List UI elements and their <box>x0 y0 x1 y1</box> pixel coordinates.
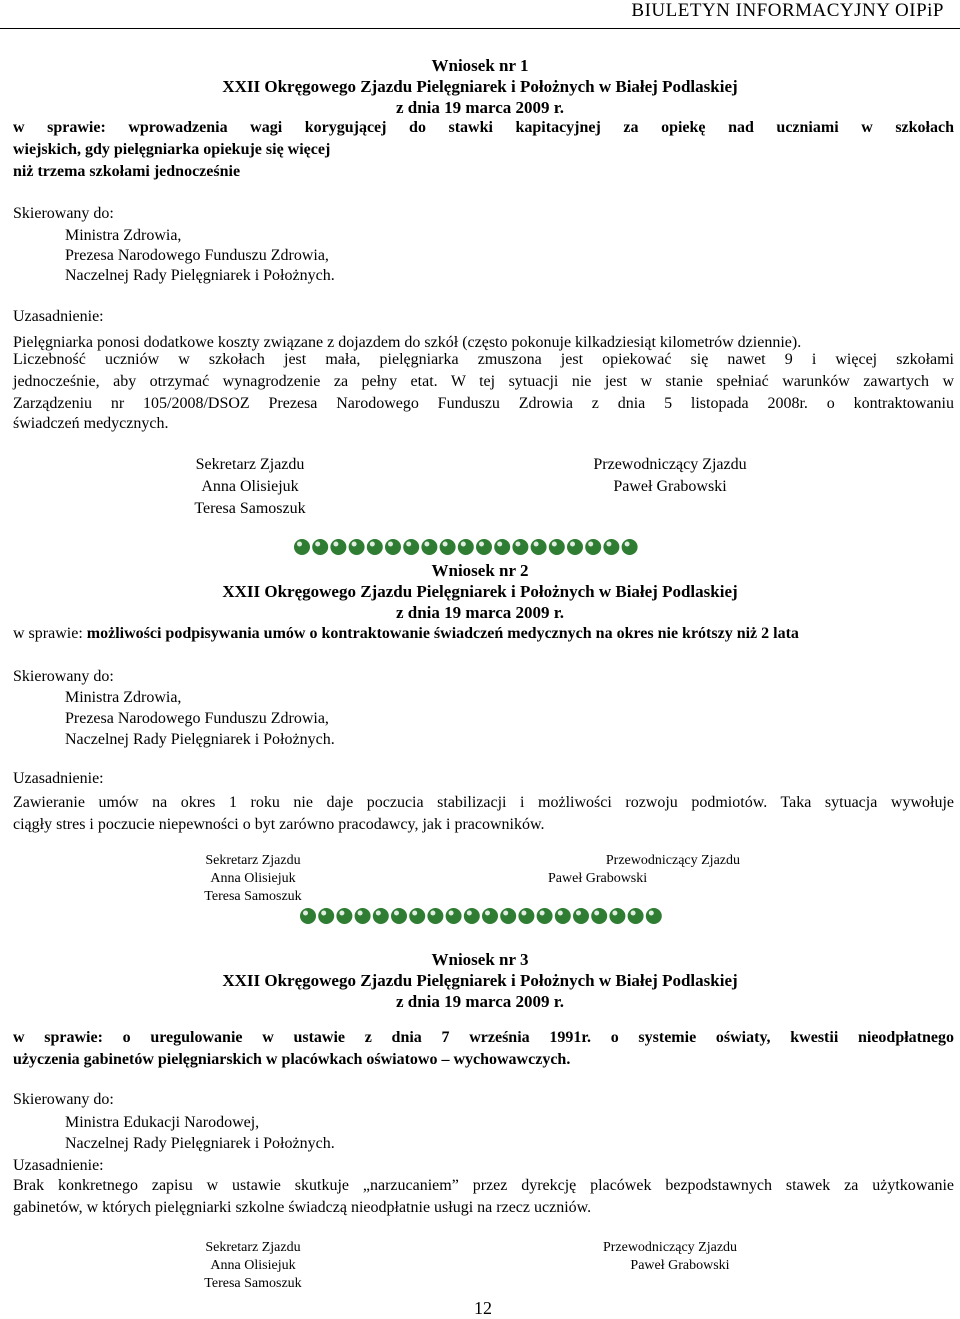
motion-2-justification-line: ciągły stres i poczucie niepewności o byt zarówno pracodawcy, jak i pracowników. <box>13 816 545 833</box>
motion-3-justification-line: Brak konkretnego zapisu w ustawie skutkuje „narzucaniem” przez dyrekcję placówek bezpodstawnych stawek za użytkowanie <box>13 1177 954 1194</box>
divider-bead-highlight <box>625 542 630 547</box>
motion-2-justification-line: Zawieranie umów na okres 1 roku nie daje poczucia stabilizacji i możliwości rozwoju podmiotów. Taka sytuacja wywołuje <box>13 794 954 811</box>
motion-3-chair-block <box>580 1239 760 1275</box>
divider-bead-highlight <box>424 542 429 547</box>
motion-1-justification-line: Liczebność uczniów w szkołach jest mała, pielęgniarka zmuszona jest opiekować się nawet 9 i więcej szkołami <box>13 351 954 368</box>
divider-bead-highlight <box>485 911 490 916</box>
divider-bead <box>518 908 534 924</box>
divider-bead <box>300 908 316 924</box>
header-rule <box>0 28 960 29</box>
secretary-name: Anna Olisiejuk <box>210 871 296 886</box>
motion-1-subject-line-3: niż trzema szkołami jednocześnie <box>13 163 241 180</box>
divider-bead <box>391 908 407 924</box>
secretary-name: Anna Olisiejuk <box>201 478 299 495</box>
divider-bead-highlight <box>333 542 338 547</box>
page-number: 12 <box>474 1298 492 1318</box>
motion-2-recipient: Prezesa Narodowego Funduszu Zdrowia, <box>65 710 329 727</box>
divider-bead-highlight <box>430 911 435 916</box>
motion-2-title: Wniosek nr 2 <box>431 561 529 580</box>
divider-bead <box>440 539 456 555</box>
motion-3-justification-label: Uzasadnienie: <box>13 1157 104 1174</box>
secretary-title: Sekretarz Zjazdu <box>205 1240 301 1255</box>
divider-bead <box>373 908 389 924</box>
divider-bead <box>294 539 310 555</box>
motion-3-subject-line-2: użyczenia gabinetów pielęgniarskich w placówkach oświatowo – wychowawczych. <box>13 1051 571 1068</box>
divider-bead <box>409 908 425 924</box>
divider-bead <box>603 539 619 555</box>
motion-3-secretary-block <box>178 1239 328 1293</box>
divider-bead <box>531 539 547 555</box>
motion-1-justification-label: Uzasadnienie: <box>13 308 104 325</box>
motion-1-recipient: Prezesa Narodowego Funduszu Zdrowia, <box>65 247 329 264</box>
divider-bead-highlight <box>297 542 302 547</box>
divider-bead-highlight <box>406 542 411 547</box>
divider-bead-highlight <box>321 911 326 916</box>
divider-bead <box>494 539 510 555</box>
divider-bead-highlight <box>606 542 611 547</box>
divider-bead <box>427 908 443 924</box>
divider-bead <box>330 539 346 555</box>
motion-3-addressed-label: Skierowany do: <box>13 1091 114 1108</box>
divider-bead-highlight <box>649 911 654 916</box>
motion-3-subject-line-1: w sprawie: o uregulowanie w ustawie z dnia 7 września 1991r. o systemie oświaty, kwestii nieodpłatnego <box>13 1029 954 1046</box>
motion-1-recipient: Ministra Zdrowia, <box>65 227 182 244</box>
motion-1-secretary-block <box>170 454 330 520</box>
divider-bead <box>628 908 644 924</box>
divider-bead-highlight <box>394 911 399 916</box>
motion-1-justification-line: Zarządzeniu nr 105/2008/DSOZ Prezesa Narodowego Funduszu Zdrowia z dnia 5 listopada 2008r. o kontraktowaniu <box>13 395 954 412</box>
motion-3-subtitle: XXII Okręgowego Zjazdu Pielęgniarek i Położnych w Białej Podlaskiej <box>222 971 738 990</box>
motion-2-chair-block <box>540 852 740 888</box>
divider-bead <box>482 908 498 924</box>
chair-title: Przewodniczący Zjazdu <box>602 1240 738 1255</box>
motion-1-date: z dnia 19 marca 2009 r. <box>395 98 565 117</box>
divider-bead <box>464 908 480 924</box>
divider-bead-highlight <box>443 542 448 547</box>
divider-bead-highlight <box>461 542 466 547</box>
secretary-title: Sekretarz Zjazdu <box>205 853 301 868</box>
motion-3-recipient: Naczelnej Rady Pielęgniarek i Położnych. <box>65 1135 335 1152</box>
motion-1-subject-line-2: wiejskich, gdy pielęgniarka opiekuje się więcej <box>13 141 331 158</box>
divider-bead <box>421 539 437 555</box>
motion-1-addressed-label: Skierowany do: <box>13 205 114 222</box>
divider-bead-highlight <box>303 911 308 916</box>
divider-bead <box>609 908 625 924</box>
divider-bead <box>318 908 334 924</box>
divider-bead-highlight <box>352 542 357 547</box>
divider-bead-highlight <box>534 542 539 547</box>
chair-name: Paweł Grabowski <box>630 1258 730 1273</box>
secretary-name: Anna Olisiejuk <box>210 1258 296 1273</box>
divider-bead-highlight <box>479 542 484 547</box>
divider-bead <box>336 908 352 924</box>
motion-2-subject <box>13 624 799 644</box>
divider-bead-highlight <box>631 911 636 916</box>
divider-bead-highlight <box>412 911 417 916</box>
divider-bead <box>567 539 583 555</box>
divider-bead <box>355 908 371 924</box>
motion-2-recipient: Naczelnej Rady Pielęgniarek i Położnych. <box>65 731 335 748</box>
divider-bead <box>458 539 474 555</box>
divider-bead-highlight <box>388 542 393 547</box>
divider-bead-highlight <box>521 911 526 916</box>
secretary-name: Teresa Samoszuk <box>204 889 302 904</box>
motion-2-recipient: Ministra Zdrowia, <box>65 689 182 706</box>
section-divider <box>292 537 654 557</box>
secretary-name: Teresa Samoszuk <box>204 1276 302 1291</box>
divider-bead <box>549 539 565 555</box>
divider-bead-highlight <box>497 542 502 547</box>
divider-bead <box>476 539 492 555</box>
divider-bead <box>367 539 383 555</box>
chair-name: Paweł Grabowski <box>548 871 648 886</box>
divider-bead-highlight <box>576 911 581 916</box>
section-divider <box>298 906 672 926</box>
chair-title: Przewodniczący Zjazdu <box>593 456 747 473</box>
divider-bead-highlight <box>370 542 375 547</box>
chair-name: Paweł Grabowski <box>613 478 727 495</box>
divider-bead <box>646 908 662 924</box>
divider-bead <box>500 908 516 924</box>
motion-2-date: z dnia 19 marca 2009 r. <box>395 603 565 622</box>
subject-text: możliwości podpisywania umów o kontraktowanie świadczeń medycznych na okres nie krótszy niż 2 lata <box>86 625 799 642</box>
motion-2-justification-label: Uzasadnienie: <box>13 770 104 787</box>
motion-1-chair-block <box>560 454 780 498</box>
divider-bead-highlight <box>515 542 520 547</box>
motion-2-secretary-block <box>178 852 328 906</box>
divider-bead <box>512 539 528 555</box>
divider-bead-highlight <box>588 542 593 547</box>
divider-bead-highlight <box>612 911 617 916</box>
motion-1-title: Wniosek nr 1 <box>431 56 529 75</box>
divider-bead <box>573 908 589 924</box>
divider-bead-highlight <box>558 911 563 916</box>
divider-bead-highlight <box>540 911 545 916</box>
divider-bead <box>537 908 553 924</box>
secretary-title: Sekretarz Zjazdu <box>195 456 305 473</box>
divider-bead-highlight <box>594 911 599 916</box>
divider-bead-highlight <box>339 911 344 916</box>
divider-bead <box>622 539 638 555</box>
motion-3-justification-line: gabinetów, w których pielęgniarki szkolne świadczą nieodpłatnie usługi na rzecz uczniów. <box>13 1199 592 1216</box>
divider-bead <box>385 539 401 555</box>
divider-bead-highlight <box>449 911 454 916</box>
divider-bead-highlight <box>376 911 381 916</box>
motion-1-justification-line: świadczeń medycznych. <box>13 415 169 432</box>
subject-prefix: w sprawie: <box>13 625 87 642</box>
chair-title: Przewodniczący Zjazdu <box>605 853 740 868</box>
motion-2-subtitle: XXII Okręgowego Zjazdu Pielęgniarek i Położnych w Białej Podlaskiej <box>222 582 738 601</box>
motion-1-recipient: Naczelnej Rady Pielęgniarek i Położnych. <box>65 267 335 284</box>
divider-bead-highlight <box>358 911 363 916</box>
bulletin-header: BIULETYN INFORMACYJNY OIPiP <box>631 0 944 21</box>
secretary-name: Teresa Samoszuk <box>194 500 306 517</box>
motion-1-justification-line: jednocześnie, aby otrzymać wynagrodzenie za pełny etat. W tej sytuacji nie jest w stanie spełniać warunków zawartych w <box>13 373 954 390</box>
divider-bead-highlight <box>467 911 472 916</box>
motion-2-addressed-label: Skierowany do: <box>13 668 114 685</box>
divider-bead <box>349 539 365 555</box>
divider-bead <box>446 908 462 924</box>
divider-bead <box>591 908 607 924</box>
divider-bead-highlight <box>503 911 508 916</box>
divider-bead-highlight <box>315 542 320 547</box>
motion-1-justification-line: Pielęgniarka ponosi dodatkowe koszty związane z dojazdem do szkół (często pokonuje kilkadziesiąt kilometrów dziennie). <box>13 334 802 351</box>
divider-bead <box>585 539 601 555</box>
motion-1-subject-line-1: w sprawie: wprowadzenia wagi korygującej do stawki kapitacyjnej za opiekę nad uczniami w szkołach <box>13 119 954 136</box>
motion-3-recipient: Ministra Edukacji Narodowej, <box>65 1114 260 1131</box>
motion-3-date: z dnia 19 marca 2009 r. <box>395 992 565 1011</box>
divider-bead <box>555 908 571 924</box>
divider-bead-highlight <box>570 542 575 547</box>
divider-bead <box>403 539 419 555</box>
divider-bead-highlight <box>552 542 557 547</box>
motion-1-subtitle: XXII Okręgowego Zjazdu Pielęgniarek i Położnych w Białej Podlaskiej <box>222 77 738 96</box>
motion-3-title: Wniosek nr 3 <box>431 950 529 969</box>
divider-bead <box>312 539 328 555</box>
